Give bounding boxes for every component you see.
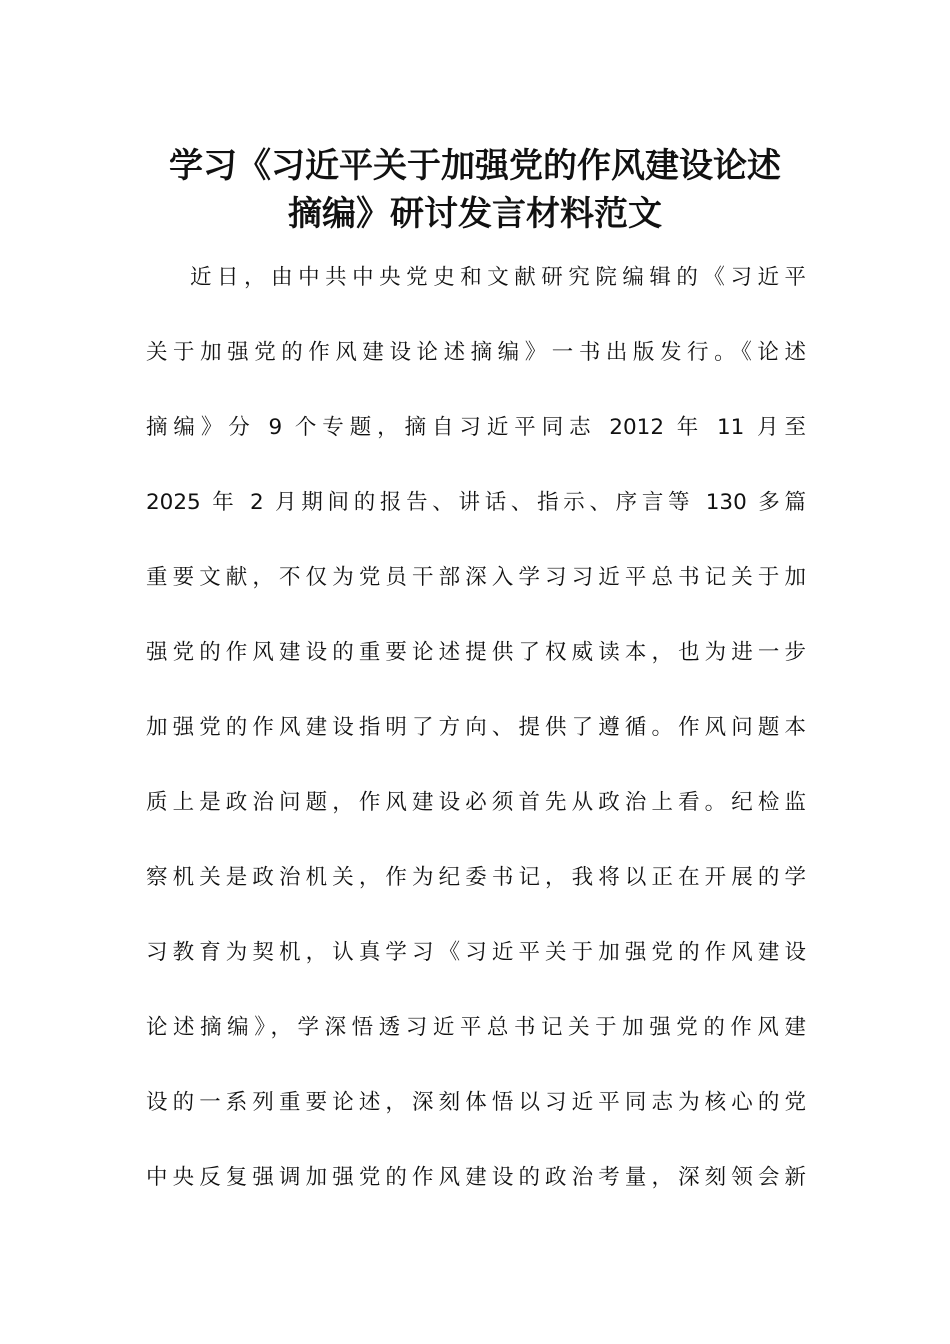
- body-line: 质上是政治问题，作风建设必须首先从政治上看。纪检监: [146, 790, 806, 815]
- body-line: 强党的作风建设的重要论述提供了权威读本，也为进一步: [146, 640, 806, 665]
- body-line: 习教育为契机，认真学习《习近平关于加强党的作风建设: [146, 940, 806, 965]
- title-line: 摘编》研讨发言材料范文: [288, 194, 662, 234]
- body-line: 中央反复强调加强党的作风建设的政治考量，深刻领会新: [146, 1165, 806, 1190]
- body-line: 论述摘编》，学深悟透习近平总书记关于加强党的作风建: [146, 1015, 806, 1040]
- body-line: 近日，由中共中央党史和文献研究院编辑的《习近平: [190, 265, 806, 290]
- body-line: 察机关是政治机关，作为纪委书记，我将以正在开展的学: [146, 865, 806, 890]
- body-line: 2025 年 2 月期间的报告、讲话、指示、序言等 130 多篇: [146, 490, 806, 515]
- body-line: 重要文献，不仅为党员干部深入学习习近平总书记关于加: [146, 565, 806, 590]
- body-paragraph: [146, 240, 806, 1215]
- body-line: 摘编》分 9 个专题，摘自习近平同志 2012 年 11 月至: [146, 415, 806, 440]
- body-line: 设的一系列重要论述，深刻体悟以习近平同志为核心的党: [146, 1090, 806, 1115]
- body-line: 关于加强党的作风建设论述摘编》一书出版发行。《论述: [146, 340, 806, 365]
- document-title: [120, 142, 830, 238]
- body-line: 加强党的作风建设指明了方向、提供了遵循。作风问题本: [146, 715, 806, 740]
- title-line: 学习《习近平关于加强党的作风建设论述: [169, 146, 781, 186]
